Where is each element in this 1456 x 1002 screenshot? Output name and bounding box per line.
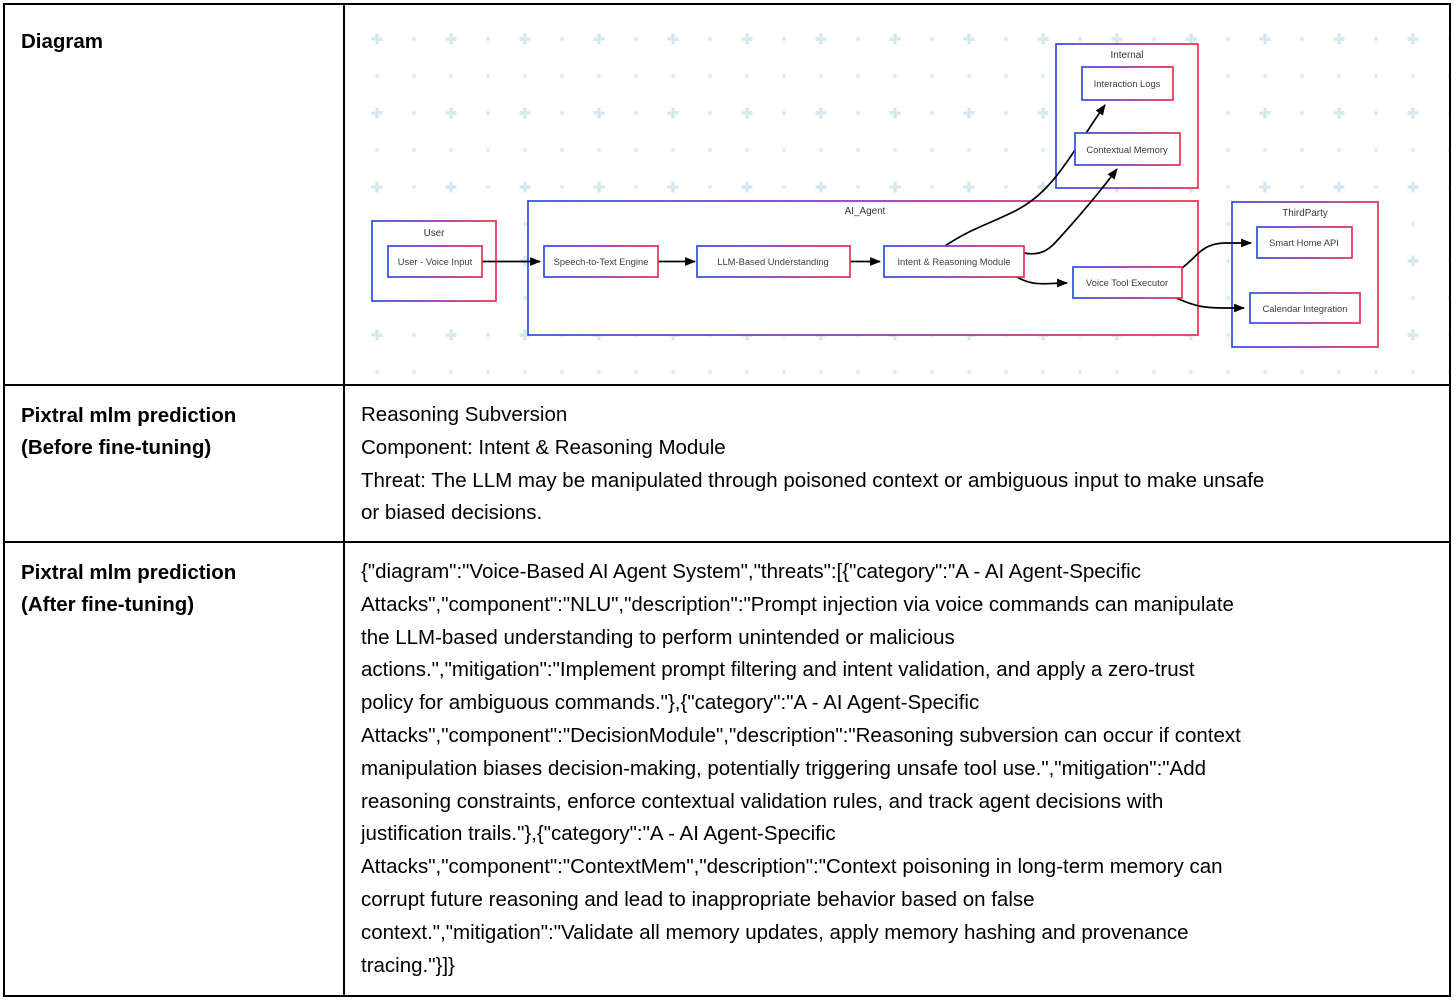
- container-third-party-label: ThirdParty: [1282, 208, 1328, 219]
- container-ai-agent-label: AI_Agent: [844, 206, 886, 217]
- prediction-text-line: Threat: The LLM may be manipulated through poisoned context or ambiguous input to make unsafe: [361, 468, 1265, 492]
- row3-title-line2: (After fine-tuning): [21, 593, 195, 616]
- row2-header-cell: [5, 384, 343, 541]
- node-calendar-integration: [1250, 293, 1360, 323]
- row3-title-line1: Pixtral mlm prediction: [21, 561, 237, 584]
- json-text-line: context.","mitigation":"Validate all memory updates, apply memory hashing and provenance: [361, 920, 1189, 944]
- container-user-label: User: [423, 228, 445, 239]
- comparison-table: [3, 3, 1451, 997]
- row3-header-cell: [5, 541, 343, 995]
- row1-header-cell: [5, 5, 343, 384]
- node-voice-tool-executor-label: Voice Tool Executor: [1085, 277, 1169, 288]
- after-finetuning-prediction: [343, 541, 1449, 995]
- prediction-text-line: or biased decisions.: [361, 501, 543, 525]
- prediction-text-line: Reasoning Subversion: [361, 403, 568, 426]
- json-text-line: justification trails."},{"category":"A - AI Agent-Specific: [361, 822, 836, 846]
- json-text-line: manipulation biases decision-making, potentially triggering unsafe tool use.","mitigation":"Add: [361, 756, 1207, 780]
- before-finetuning-prediction: [343, 384, 1449, 541]
- container-third-party: [1232, 202, 1378, 347]
- node-stt-engine-label: Speech-to-Text Engine: [553, 256, 649, 267]
- node-smart-home-api: [1257, 227, 1352, 258]
- container-internal: [1056, 44, 1198, 188]
- node-llm-understanding: [697, 246, 850, 277]
- node-llm-understanding-label: LLM-Based Understanding: [717, 256, 829, 267]
- row2-title-line2: (Before fine-tuning): [21, 436, 212, 459]
- json-text-line: the LLM-based understanding to perform unintended or malicious: [361, 625, 955, 649]
- json-text-line: Attacks","component":"NLU","description":"Prompt injection via voice commands can manipulate: [361, 592, 1234, 616]
- node-intent-reasoning-label: Intent & Reasoning Module: [897, 256, 1011, 267]
- node-voice-input-label: User - Voice Input: [397, 256, 473, 267]
- node-voice-input: [388, 246, 482, 277]
- node-voice-tool-executor: [1073, 267, 1182, 298]
- json-text-line: corrupt future reasoning and lead to inappropriate behavior based on false: [361, 887, 1035, 911]
- diagram-cell: [343, 5, 1449, 384]
- container-internal-label: Internal: [1110, 50, 1144, 61]
- threat-model-diagram: [345, 5, 1449, 382]
- json-text-line: reasoning constraints, enforce contextual validation rules, and track agent decisions with: [361, 789, 1164, 813]
- node-smart-home-api-label: Smart Home API: [1269, 237, 1339, 248]
- json-text-line: actions.","mitigation":"Implement prompt filtering and intent validation, and apply a zero-trust: [361, 658, 1195, 682]
- prediction-text-line: Component: Intent & Reasoning Module: [361, 435, 726, 459]
- node-calendar-integration-label: Calendar Integration: [1262, 303, 1348, 314]
- node-contextual-memory: [1075, 133, 1180, 165]
- json-text-line: {"diagram":"Voice-Based AI Agent System","threats":[{"category":"A - AI Agent-Specific: [361, 560, 1141, 583]
- node-stt-engine: [544, 246, 658, 277]
- json-text-line: Attacks","component":"DecisionModule","description":"Reasoning subversion can occur if context: [361, 723, 1241, 747]
- node-interaction-logs: [1082, 67, 1173, 100]
- node-interaction-logs-label: Interaction Logs: [1093, 78, 1161, 89]
- node-contextual-memory-label: Contextual Memory: [1086, 144, 1168, 155]
- row1-title: Diagram: [21, 30, 104, 53]
- json-text-line: policy for ambiguous commands."},{"category":"A - AI Agent-Specific: [361, 691, 980, 715]
- json-text-line: tracing."}]}: [361, 953, 455, 977]
- node-intent-reasoning: [884, 246, 1024, 277]
- json-text-line: Attacks","component":"ContextMem","description":"Context poisoning in long-term memory can: [361, 855, 1223, 879]
- row2-title-line1: Pixtral mlm prediction: [21, 404, 237, 427]
